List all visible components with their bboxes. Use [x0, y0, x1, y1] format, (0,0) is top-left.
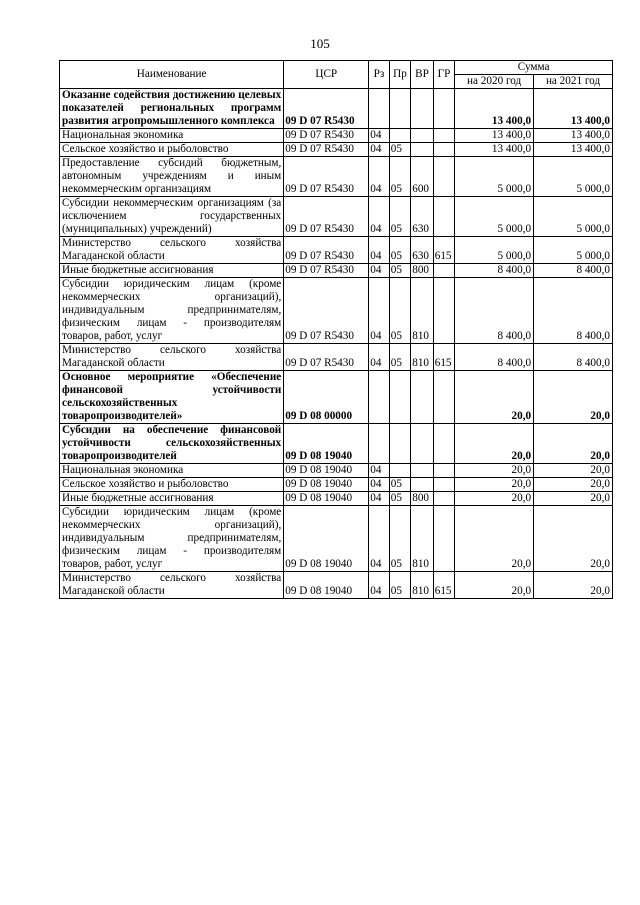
row-amount-2020: 8 400,0	[455, 344, 534, 371]
row-vr: 600	[411, 157, 434, 197]
header-csr: ЦСР	[284, 61, 369, 89]
row-amount-2020: 20,0	[455, 492, 534, 506]
row-amount-2020: 13 400,0	[455, 129, 534, 143]
row-gr	[433, 278, 455, 344]
table-row	[60, 572, 613, 599]
row-pr: 05	[389, 264, 411, 278]
row-name: Субсидии на обеспечение финансовой устойчивости сельскохозяйственных товаропроизводителей	[60, 424, 284, 464]
row-rz	[369, 89, 389, 129]
row-name: Оказание содействия достижению целевых показателей региональных программ развития агропромышленного комплекса	[60, 89, 284, 129]
row-pr	[389, 424, 411, 464]
row-csr: 09 D 07 R5430	[284, 344, 369, 371]
row-amount-2020: 8 400,0	[455, 278, 534, 344]
row-gr	[433, 506, 455, 572]
row-rz: 04	[369, 129, 389, 143]
row-vr: 810	[411, 572, 434, 599]
row-amount-2020: 20,0	[455, 424, 534, 464]
table-row	[60, 424, 613, 464]
row-amount-2020: 5 000,0	[455, 197, 534, 237]
row-gr	[433, 264, 455, 278]
row-pr	[389, 129, 411, 143]
row-csr: 09 D 07 R5430	[284, 89, 369, 129]
row-csr: 09 D 08 19040	[284, 572, 369, 599]
row-amount-2021: 13 400,0	[534, 89, 613, 129]
row-vr	[411, 143, 434, 157]
row-amount-2020: 20,0	[455, 478, 534, 492]
row-amount-2021: 8 400,0	[534, 344, 613, 371]
row-rz: 04	[369, 157, 389, 197]
table-row	[60, 506, 613, 572]
table-row	[60, 478, 613, 492]
row-rz: 04	[369, 464, 389, 478]
row-vr	[411, 478, 434, 492]
table-row	[60, 129, 613, 143]
header-rz: Рз	[369, 61, 389, 89]
row-csr: 09 D 08 19040	[284, 424, 369, 464]
row-amount-2020: 20,0	[455, 572, 534, 599]
row-rz: 04	[369, 344, 389, 371]
row-amount-2021: 20,0	[534, 371, 613, 424]
row-gr	[433, 464, 455, 478]
row-amount-2020: 13 400,0	[455, 89, 534, 129]
row-amount-2020: 5 000,0	[455, 237, 534, 264]
row-rz: 04	[369, 264, 389, 278]
row-name: Министерство сельского хозяйства Магаданской области	[60, 572, 284, 599]
row-pr	[389, 371, 411, 424]
row-name: Субсидии некоммерческим организациям (за исключением государственных (муниципальных) учреждений)	[60, 197, 284, 237]
row-amount-2021: 5 000,0	[534, 237, 613, 264]
row-gr	[433, 492, 455, 506]
row-csr: 09 D 08 19040	[284, 464, 369, 478]
row-csr: 09 D 08 19040	[284, 478, 369, 492]
row-vr	[411, 464, 434, 478]
row-amount-2021: 13 400,0	[534, 129, 613, 143]
table-row	[60, 89, 613, 129]
row-vr	[411, 424, 434, 464]
row-amount-2021: 5 000,0	[534, 157, 613, 197]
row-pr: 05	[389, 572, 411, 599]
row-rz: 04	[369, 143, 389, 157]
row-vr: 810	[411, 278, 434, 344]
row-csr: 09 D 07 R5430	[284, 197, 369, 237]
page-number: 105	[310, 36, 330, 51]
table-row	[60, 464, 613, 478]
row-csr: 09 D 07 R5430	[284, 264, 369, 278]
row-rz: 04	[369, 492, 389, 506]
row-gr	[433, 424, 455, 464]
row-vr: 800	[411, 264, 434, 278]
header-year-2021: на 2021 год	[534, 75, 613, 89]
row-rz: 04	[369, 237, 389, 264]
row-name: Сельское хозяйство и рыболовство	[60, 143, 284, 157]
row-gr: 615	[433, 572, 455, 599]
row-name: Сельское хозяйство и рыболовство	[60, 478, 284, 492]
row-pr: 05	[389, 478, 411, 492]
row-gr	[433, 129, 455, 143]
row-pr: 05	[389, 506, 411, 572]
row-amount-2021: 20,0	[534, 464, 613, 478]
row-pr	[389, 89, 411, 129]
row-amount-2021: 20,0	[534, 492, 613, 506]
row-amount-2020: 20,0	[455, 371, 534, 424]
row-rz: 04	[369, 506, 389, 572]
row-pr: 05	[389, 278, 411, 344]
row-pr: 05	[389, 143, 411, 157]
row-amount-2020: 8 400,0	[455, 264, 534, 278]
row-name: Министерство сельского хозяйства Магаданской области	[60, 237, 284, 264]
table-body	[60, 89, 613, 599]
row-name: Министерство сельского хозяйства Магаданской области	[60, 344, 284, 371]
row-name: Иные бюджетные ассигнования	[60, 264, 284, 278]
row-name: Основное мероприятие «Обеспечение финансовой устойчивости сельскохозяйственных товаропроизводителей»	[60, 371, 284, 424]
row-amount-2021: 5 000,0	[534, 197, 613, 237]
table-row	[60, 237, 613, 264]
row-csr: 09 D 07 R5430	[284, 237, 369, 264]
row-name: Национальная экономика	[60, 464, 284, 478]
table-row	[60, 371, 613, 424]
row-vr	[411, 129, 434, 143]
row-amount-2021: 20,0	[534, 478, 613, 492]
row-gr	[433, 478, 455, 492]
row-csr: 09 D 08 00000	[284, 371, 369, 424]
row-csr: 09 D 08 19040	[284, 492, 369, 506]
row-gr	[433, 197, 455, 237]
table-row	[60, 278, 613, 344]
row-amount-2021: 20,0	[534, 424, 613, 464]
row-rz: 04	[369, 478, 389, 492]
row-amount-2021: 13 400,0	[534, 143, 613, 157]
row-amount-2021: 20,0	[534, 572, 613, 599]
table-row	[60, 344, 613, 371]
row-amount-2020: 5 000,0	[455, 157, 534, 197]
table-row	[60, 197, 613, 237]
row-gr: 615	[433, 237, 455, 264]
table-row	[60, 492, 613, 506]
header-name: Наименование	[60, 61, 284, 89]
row-pr: 05	[389, 492, 411, 506]
table-row	[60, 264, 613, 278]
table-row	[60, 143, 613, 157]
row-amount-2021: 8 400,0	[534, 264, 613, 278]
budget-table	[59, 60, 613, 599]
row-rz	[369, 424, 389, 464]
row-name: Национальная экономика	[60, 129, 284, 143]
row-rz: 04	[369, 572, 389, 599]
row-csr: 09 D 07 R5430	[284, 143, 369, 157]
row-gr	[433, 371, 455, 424]
row-amount-2021: 20,0	[534, 506, 613, 572]
row-vr	[411, 371, 434, 424]
header-pr: Пр	[389, 61, 411, 89]
row-gr	[433, 143, 455, 157]
row-gr	[433, 89, 455, 129]
row-amount-2020: 13 400,0	[455, 143, 534, 157]
row-name: Предоставление субсидий бюджетным, автономным учреждениям и иным некоммерческим организациям	[60, 157, 284, 197]
row-pr: 05	[389, 157, 411, 197]
row-amount-2020: 20,0	[455, 464, 534, 478]
row-name: Субсидии юридическим лицам (кроме некоммерческих организаций), индивидуальным предпринимателям, физическим лицам - производителям товаров, работ, услуг	[60, 506, 284, 572]
row-rz: 04	[369, 278, 389, 344]
row-vr	[411, 89, 434, 129]
header-vr: ВР	[411, 61, 434, 89]
row-rz: 04	[369, 197, 389, 237]
row-pr: 05	[389, 237, 411, 264]
row-gr: 615	[433, 344, 455, 371]
table-row	[60, 157, 613, 197]
row-pr: 05	[389, 197, 411, 237]
header-gr: ГР	[433, 61, 455, 89]
row-amount-2020: 20,0	[455, 506, 534, 572]
row-gr	[433, 157, 455, 197]
header-sum: Сумма	[455, 61, 613, 75]
row-vr: 630	[411, 197, 434, 237]
row-csr: 09 D 08 19040	[284, 506, 369, 572]
row-pr	[389, 464, 411, 478]
row-vr: 800	[411, 492, 434, 506]
row-csr: 09 D 07 R5430	[284, 157, 369, 197]
row-vr: 630	[411, 237, 434, 264]
row-amount-2021: 8 400,0	[534, 278, 613, 344]
row-pr: 05	[389, 344, 411, 371]
row-name: Иные бюджетные ассигнования	[60, 492, 284, 506]
header-year-2020: на 2020 год	[455, 75, 534, 89]
row-rz	[369, 371, 389, 424]
row-vr: 810	[411, 344, 434, 371]
row-name: Субсидии юридическим лицам (кроме некоммерческих организаций), индивидуальным предпринимателям, физическим лицам - производителям товаров, работ, услуг	[60, 278, 284, 344]
row-vr: 810	[411, 506, 434, 572]
row-csr: 09 D 07 R5430	[284, 129, 369, 143]
row-csr: 09 D 07 R5430	[284, 278, 369, 344]
